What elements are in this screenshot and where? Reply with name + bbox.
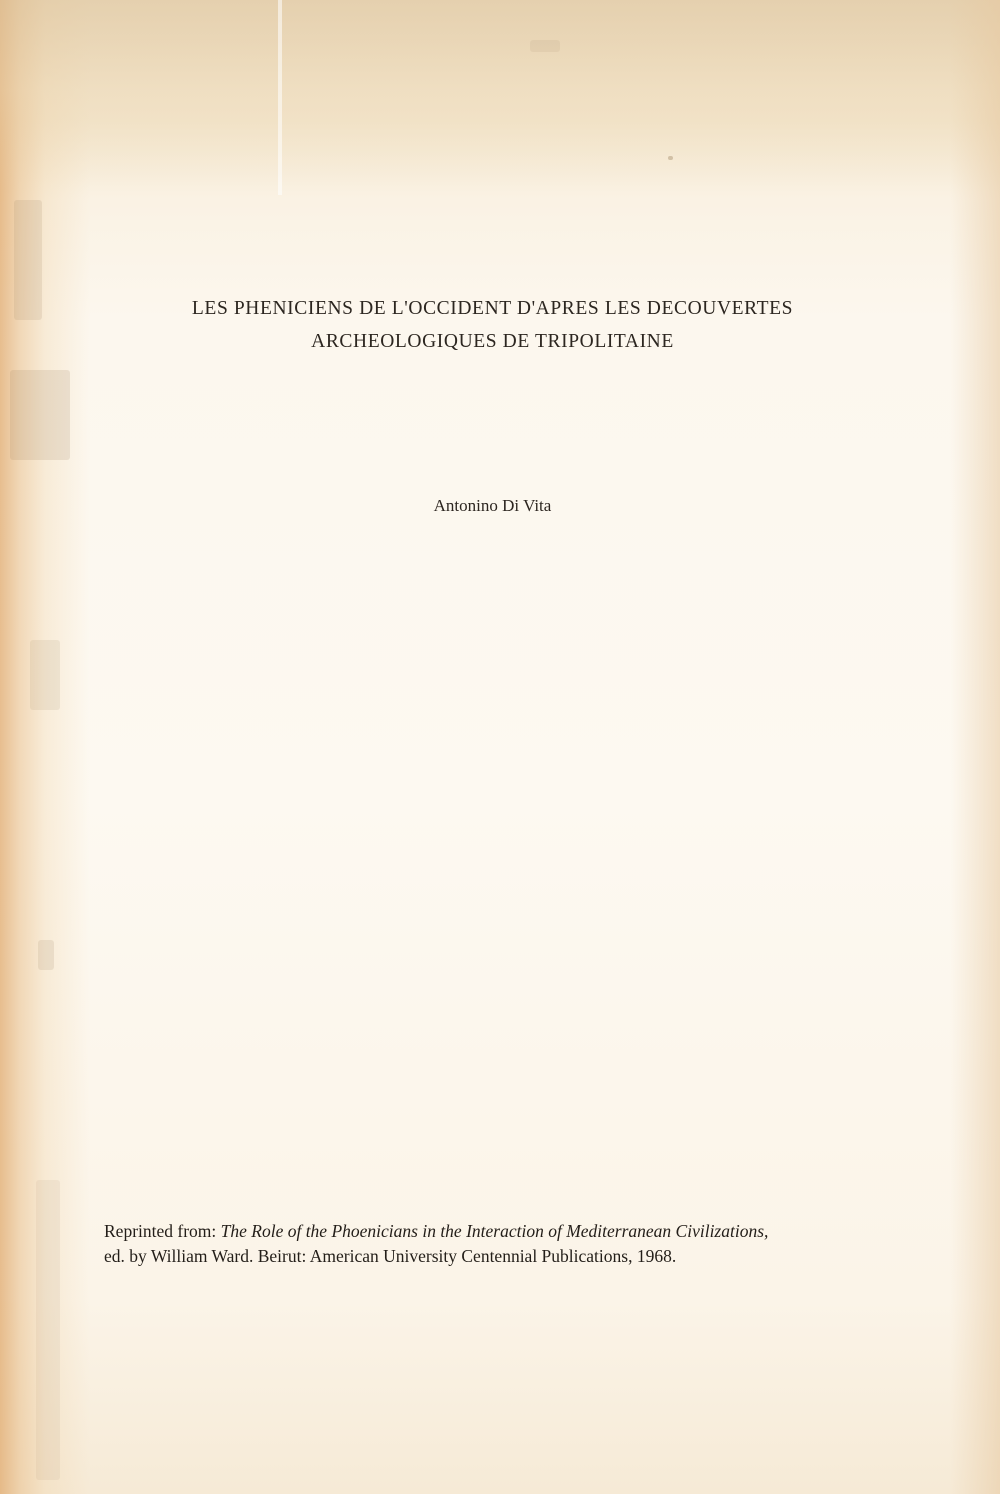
title-line-2: ARCHEOLOGIQUES DE TRIPOLITAINE: [311, 331, 674, 352]
stain-mark: [36, 1180, 60, 1480]
reprint-prefix: Reprinted from:: [104, 1221, 217, 1241]
reprint-details: ed. by William Ward. Beirut: American University Centennial Publications, 1968.: [104, 1246, 677, 1266]
stain-mark: [530, 40, 560, 52]
paper-top-shading: [0, 0, 1000, 190]
reprint-source-title: The Role of the Phoenicians in the Interaction of Mediterranean Civilizations,: [220, 1221, 769, 1241]
document-title: [100, 292, 885, 358]
stain-mark: [14, 200, 42, 320]
stain-mark: [38, 940, 54, 970]
paper-right-shading: [950, 0, 1000, 1494]
title-line-1: LES PHENICIENS DE L'OCCIDENT D'APRES LES DECOUVERTES: [191, 298, 794, 319]
reprint-note: [104, 1219, 904, 1269]
stain-mark: [30, 640, 60, 710]
stain-mark: [10, 370, 70, 460]
stain-mark: [668, 156, 673, 160]
author-name: Antonino Di Vita: [433, 496, 552, 515]
paper-fold-mark: [278, 0, 282, 195]
